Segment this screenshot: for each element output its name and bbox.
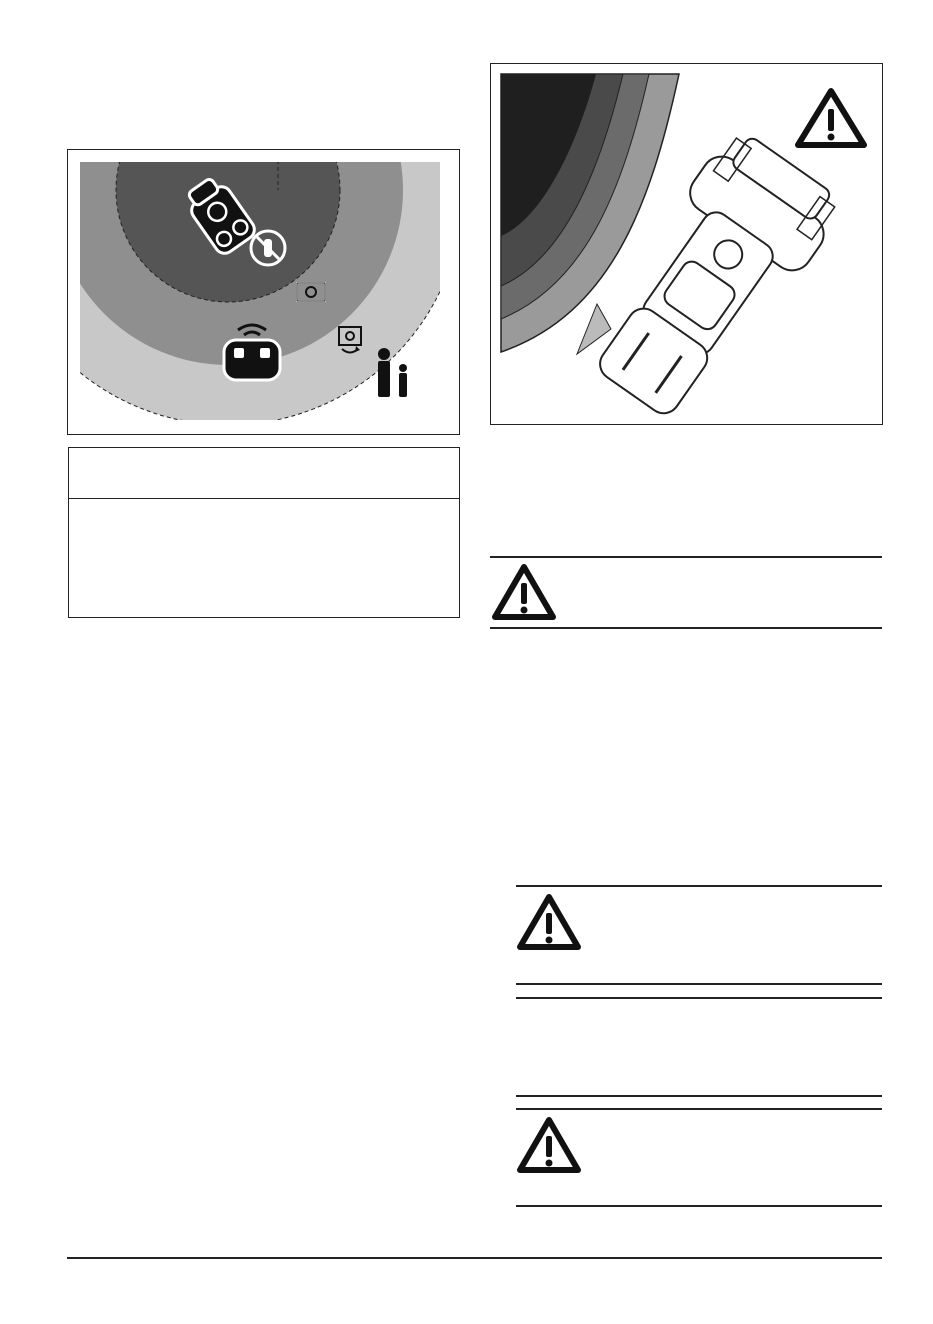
slope-warning-figure [490,63,883,425]
warning-3-top-rule [516,1108,882,1110]
no-hand-icon [251,231,285,265]
warning-2-top-rule [516,885,882,887]
note-top-rule [516,997,882,999]
table-header-row [69,448,459,499]
warning-triangle-icon [515,892,583,952]
warning-1-bottom-rule [490,627,882,629]
warning-1-top-rule [490,556,882,558]
warning-3-bottom-rule [516,1205,882,1207]
footer-rule [67,1257,882,1259]
slope-diagram [491,64,882,424]
warning-2-bottom-rule [516,983,882,985]
zone-legend-table [68,447,460,618]
safety-zones-diagram [68,150,459,434]
safety-zones-figure [67,149,460,435]
warning-triangle-icon [515,1115,583,1175]
warning-triangle-icon [490,562,558,622]
warning-triangle-icon [798,91,864,145]
note-bottom-rule [516,1095,882,1097]
table-body-row [69,500,459,617]
